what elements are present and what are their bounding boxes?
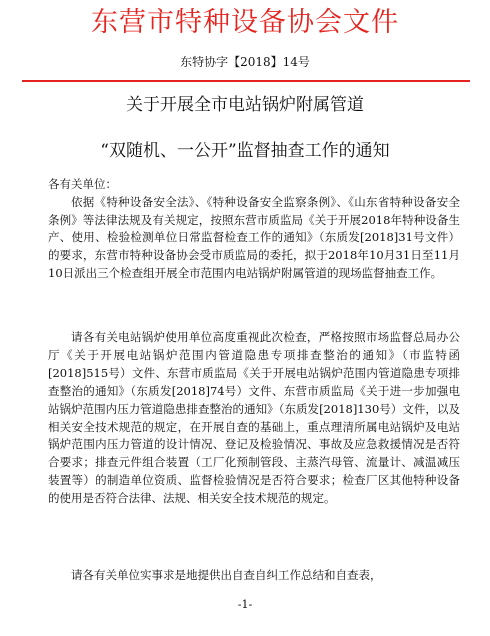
notice-title-line-2: “双随机、一公开”监督抽查工作的通知 xyxy=(100,141,390,161)
notice-title-line-1: 关于开展全市电站锅炉附属管道 xyxy=(126,95,364,115)
body-paragraph-1: 依据《特种设备安全法》、《特种设备安全监察条例》、《山东省特种设备安全条例》等法律法规及有关规定，按照东营市质监局《关于开展2018年特种设备生产、使用、检验检测单位日常监督检查工作的通知》（东质发[2018]31号文件）的要求，东营市特种设备协会受市质监局的委托，拟于2018年10月31日至11月10日派出三个检查组开展全市范围内电站锅炉附属管道的现场监督抽查工作。 xyxy=(48,195,460,280)
red-divider xyxy=(22,80,470,82)
body-paragraph-3: 请各有关单位实事求是地提供出自查自纠工作总结和自查表， xyxy=(71,568,382,582)
document-number: 东特协字【2018】14号 xyxy=(180,55,310,69)
page-number: -1- xyxy=(237,598,253,611)
org-header-title: 东营市特种设备协会文件 xyxy=(91,7,399,38)
salutation: 各有关单位： xyxy=(48,177,117,191)
body-paragraph-2: 请各有关电站锅炉使用单位高度重视此次检查，严格按照市场监督总局办公厅《关于开展电站锅炉范围内管道隐患专项排查整治的通知》（市监特函[2018]515号）文件、东营市质监局《关于开展电站锅炉范围内管道隐患专项排查整治的通知》（东质发[2018]74号）文件、东营市质监局《关于进一步加强电站锅炉范围内压力管道隐患排查整治的通知》（东质发[2018]130号）文件，以及相关安全技术规范的规定，在开展自查的基础上，重点理清所属电站锅炉及电站锅炉范围内压力管道的设计情况、登记及检验情况、事故及应急救援情况是否符合要求；排查元件组合装置（工厂化预制管段、主蒸汽母管、流量计、减温减压装置等）的制造单位资质、监督检验情况是否符合要求；检查厂区其他特种设备的使用是否符合法律、法规、相关安全技术规范的规定。 xyxy=(48,330,460,506)
